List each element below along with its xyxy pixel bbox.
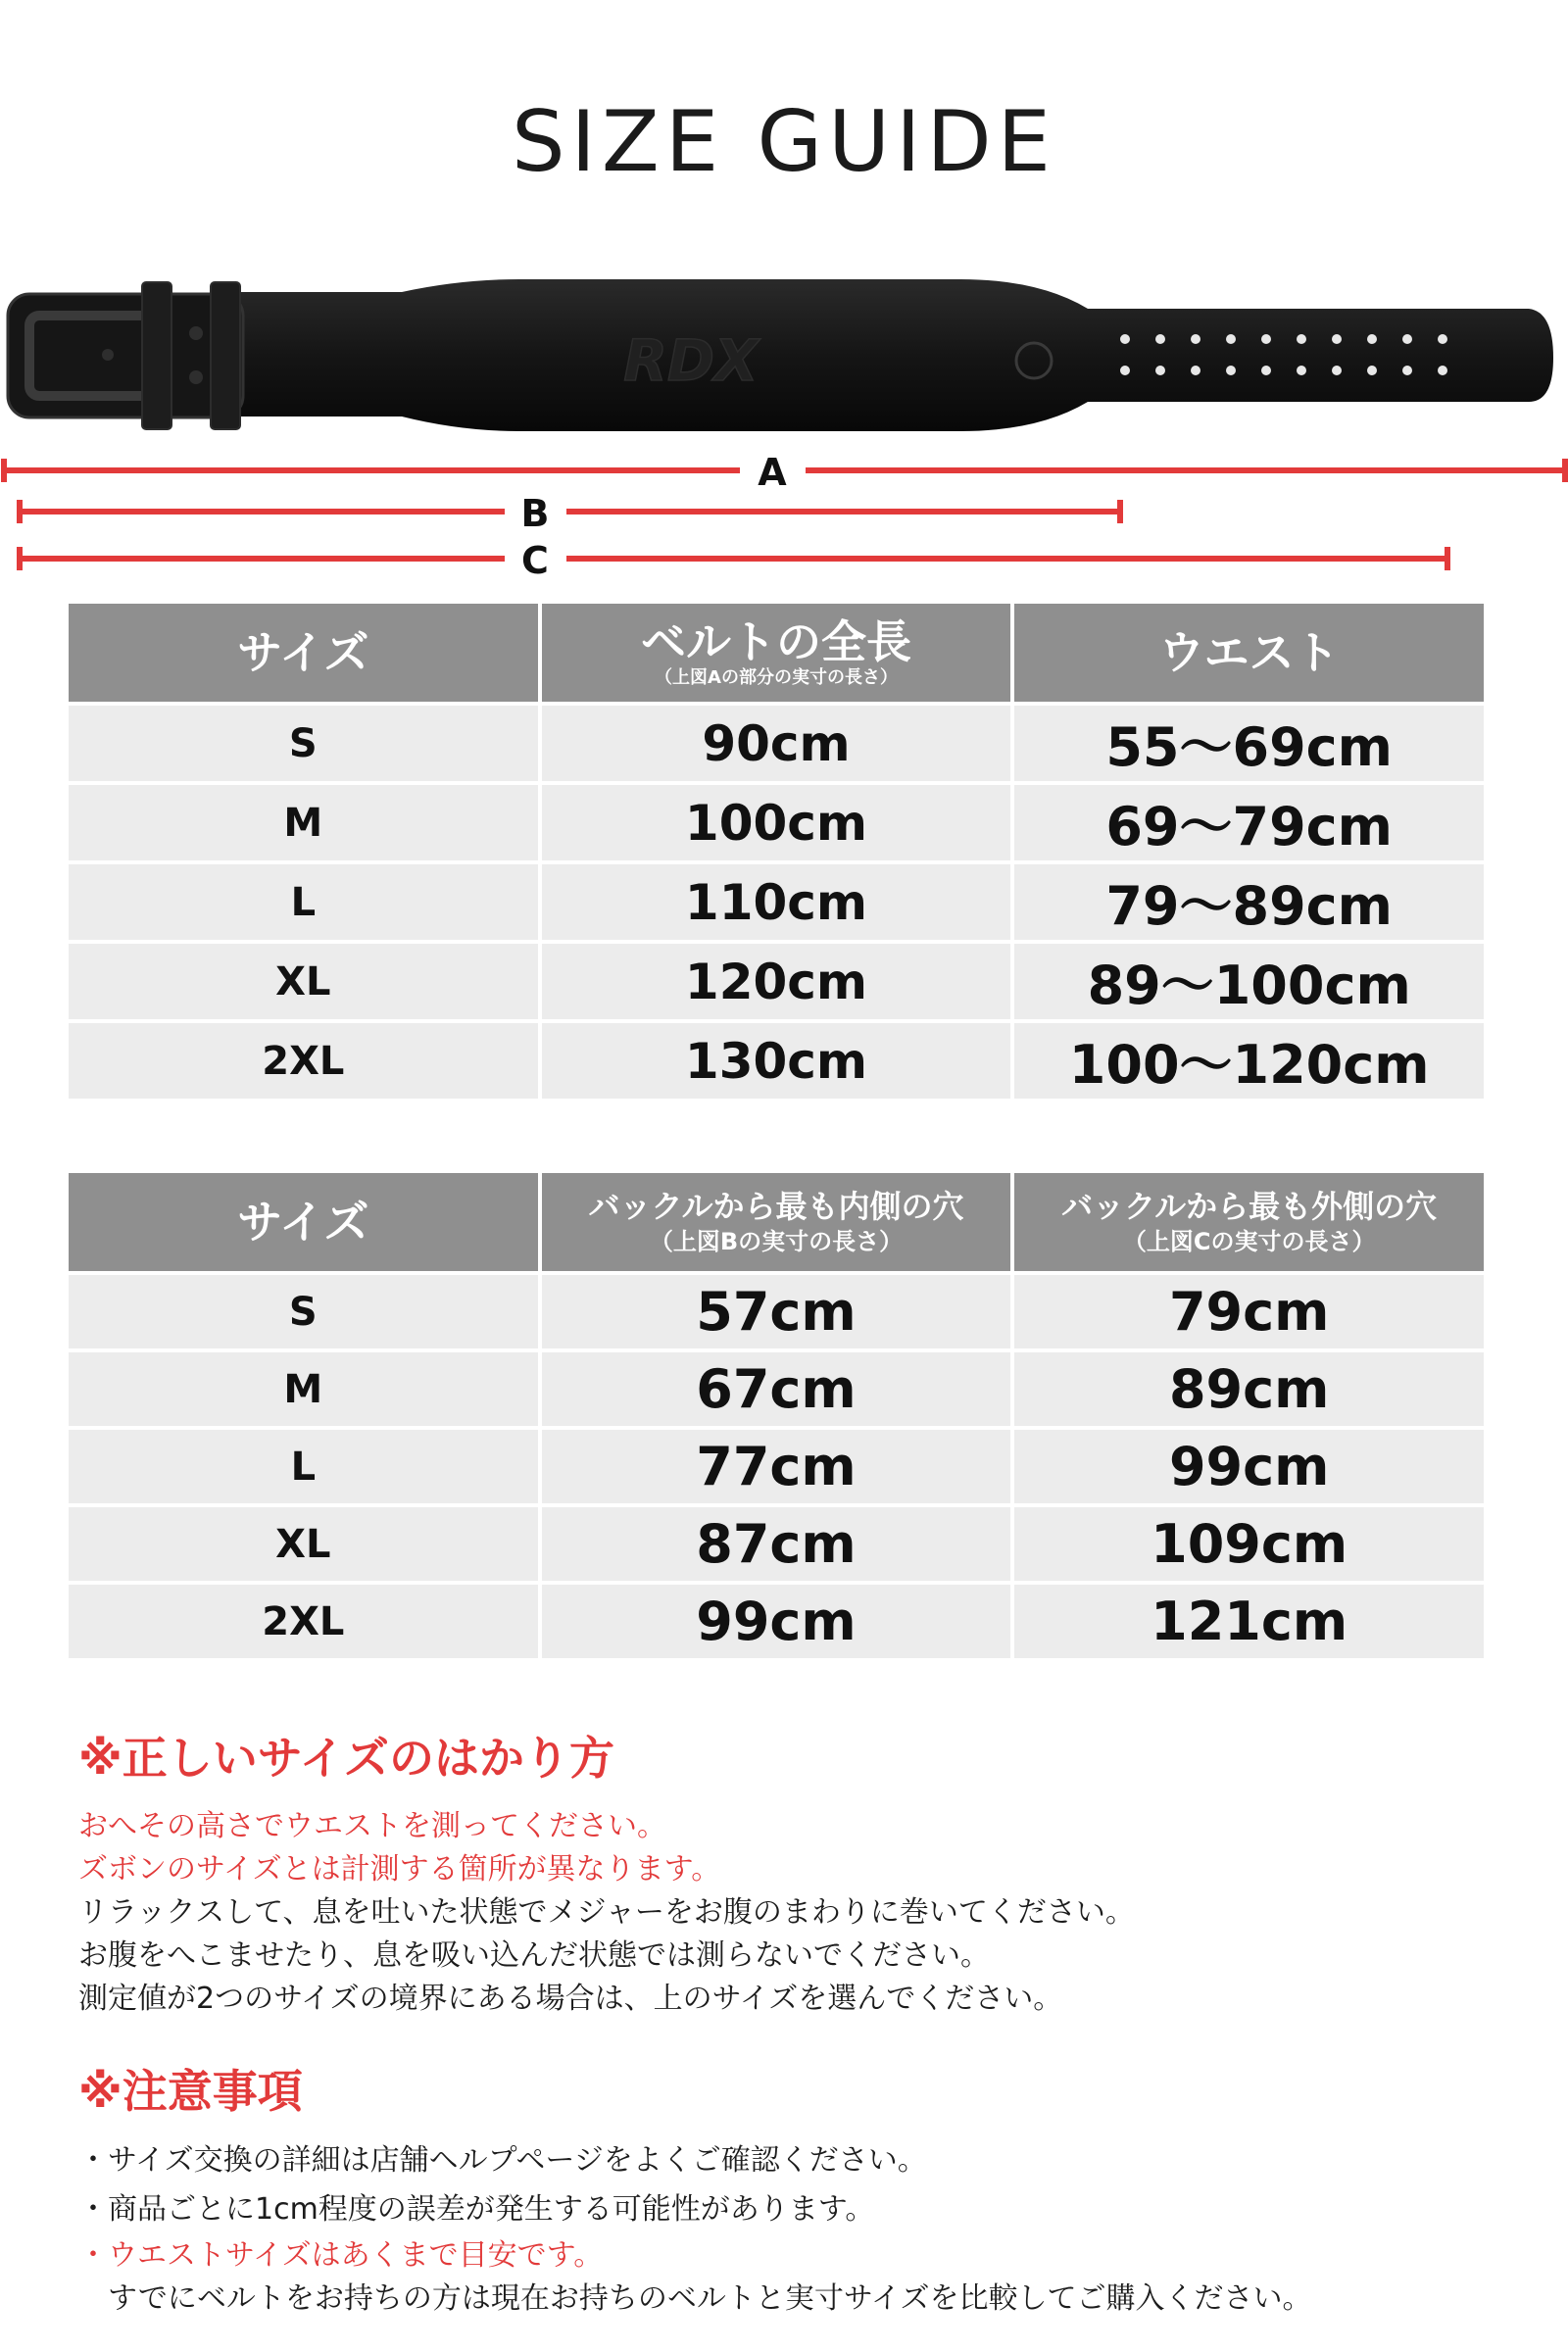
belt-brand-logo: RDX (623, 327, 759, 394)
table-row (69, 1430, 1484, 1503)
length-cell: 100cm (542, 785, 1011, 860)
outer-hole-cell: 89cm (1014, 1352, 1484, 1426)
table-row (69, 706, 1484, 781)
dimension-label-b: B (520, 492, 550, 535)
header-size: サイズ (69, 604, 538, 702)
size-cell: L (69, 864, 538, 940)
measure-line: ズボンのサイズとは計測する箇所が異なります。 (78, 1852, 721, 1886)
header-outer-hole: バックルから最も外側の穴 （上図Cの実寸の長さ） (1014, 1173, 1484, 1271)
inner-hole-cell: 99cm (542, 1585, 1011, 1658)
size-cell: 2XL (69, 1023, 538, 1099)
header-waist: ウエスト (1014, 604, 1484, 702)
length-cell: 120cm (542, 944, 1011, 1019)
size-cell: 2XL (69, 1585, 538, 1658)
outer-hole-cell: 79cm (1014, 1275, 1484, 1348)
page-title: SIZE GUIDE (511, 93, 1057, 191)
notes-heading: ※注意事項 (78, 2065, 303, 2118)
waist-cell: 69〜79cm (1014, 785, 1484, 860)
size-cell: M (69, 1352, 538, 1426)
waist-cell: 89〜100cm (1014, 944, 1484, 1019)
size-cell: XL (69, 1507, 538, 1581)
notes-list (78, 2136, 1312, 2321)
header-inner-hole: バックルから最も内側の穴 （上図Bの実寸の長さ） (542, 1173, 1011, 1271)
size-cell: S (69, 706, 538, 781)
measure-line: 測定値が2つのサイズの境界にある場合は、上のサイズを選んでください。 (78, 1982, 1063, 2016)
dimension-label-a: A (758, 451, 787, 494)
table-row (69, 1023, 1484, 1099)
length-cell: 130cm (542, 1023, 1011, 1099)
header-belt-length: ベルトの全長 （上図Aの部分の実寸の長さ） (542, 604, 1011, 702)
table-row (69, 1507, 1484, 1581)
dimension-label-c: C (521, 539, 549, 582)
note-line: すでにベルトをお持ちの方は現在お持ちのベルトと実寸サイズを比較してご購入ください。 (78, 2281, 1312, 2316)
inner-hole-cell: 57cm (542, 1275, 1011, 1348)
table-row (69, 1275, 1484, 1348)
table-row (69, 1585, 1484, 1658)
measure-instructions (78, 1805, 1135, 2021)
inner-hole-cell: 67cm (542, 1352, 1011, 1426)
size-cell: M (69, 785, 538, 860)
measure-line: お腹をへこませたり、息を吸い込んだ状態では測らないでください。 (78, 1938, 990, 1973)
measure-line: リラックスして、息を吐いた状態でメジャーをお腹のまわりに巻いてください。 (78, 1895, 1135, 1930)
note-line: ・サイズ交換の詳細は店舗ヘルプページをよくご確認ください。 (78, 2143, 927, 2178)
waist-cell: 79〜89cm (1014, 864, 1484, 940)
belt-illustration (0, 265, 1568, 441)
note-line: ・商品ごとに1cm程度の誤差が発生する可能性があります。 (78, 2192, 875, 2227)
inner-hole-cell: 77cm (542, 1430, 1011, 1503)
measure-line: おへその高さでウエストを測ってください。 (78, 1809, 666, 1843)
table-header-row (69, 1173, 1484, 1271)
note-line: ・ウエストサイズはあくまで目安です。 (78, 2238, 604, 2273)
length-cell: 90cm (542, 706, 1011, 781)
table-row (69, 1352, 1484, 1426)
waist-cell: 100〜120cm (1014, 1023, 1484, 1099)
header-size: サイズ (69, 1173, 538, 1271)
outer-hole-cell: 121cm (1014, 1585, 1484, 1658)
outer-hole-cell: 109cm (1014, 1507, 1484, 1581)
inner-hole-cell: 87cm (542, 1507, 1011, 1581)
waist-cell: 55〜69cm (1014, 706, 1484, 781)
measure-heading: ※正しいサイズのはかり方 (78, 1732, 615, 1785)
belt-length-waist-table (65, 600, 1488, 1102)
outer-hole-cell: 99cm (1014, 1430, 1484, 1503)
size-cell: XL (69, 944, 538, 1019)
size-cell: L (69, 1430, 538, 1503)
length-cell: 110cm (542, 864, 1011, 940)
table-header-row (69, 604, 1484, 702)
dimension-lines (0, 431, 1568, 588)
table-row (69, 864, 1484, 940)
table-row (69, 944, 1484, 1019)
buckle-hole-distance-table (65, 1169, 1488, 1662)
size-cell: S (69, 1275, 538, 1348)
table-row (69, 785, 1484, 860)
